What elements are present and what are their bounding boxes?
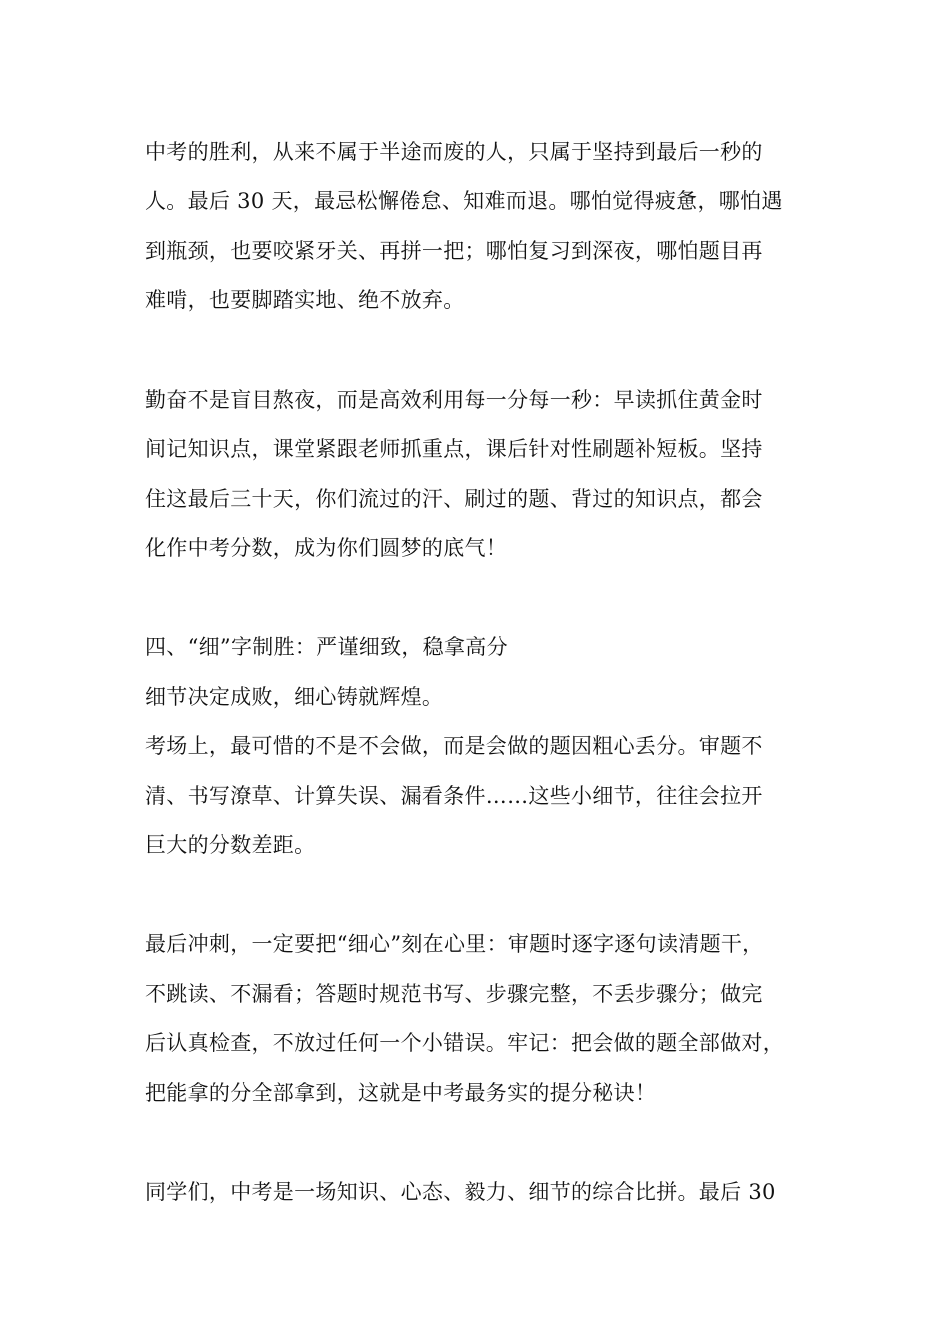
text-line: 间记知识点，课堂紧跟老师抓重点，课后针对性刷题补短板。坚持: [145, 437, 763, 461]
text-line: 最后冲刺，一定要把“细心”刻在心里：审题时逐字逐句读清题干，: [145, 932, 764, 956]
text-line: 后认真检查，不放过任何一个小错误。牢记：把会做的题全部做对，: [145, 1031, 784, 1055]
text-line: 到瓶颈，也要咬紧牙关、再拼一把；哪怕复习到深夜，哪怕题目再: [145, 239, 763, 263]
text-line: 勤奋不是盲目熬夜，而是高效利用每一分每一秒：早读抓住黄金时: [145, 388, 763, 412]
text-line: 把能拿的分全部拿到，这就是中考最务实的提分秘诀！: [145, 1081, 657, 1105]
text-line: 中考的胜利，从来不属于半途而废的人，只属于坚持到最后一秒的: [145, 140, 763, 164]
text-line: 化作中考分数，成为你们圆梦的底气！: [145, 536, 508, 560]
text-line: 考场上，最可惜的不是不会做，而是会做的题因粗心丢分。审题不: [145, 734, 763, 758]
text-line: 细节决定成败，细心铸就辉煌。: [145, 685, 444, 709]
section-heading: 四、“细”字制胜：严谨细致，稳拿高分: [145, 635, 508, 659]
text-line: 人。最后 30 天，最忌松懈倦怠、知难而退。哪怕觉得疲惫，哪怕遇: [145, 189, 783, 213]
text-line: 清、书写潦草、计算失误、漏看条件……这些小细节，往往会拉开: [145, 784, 763, 808]
text-line: 难啃，也要脚踏实地、绝不放弃。: [145, 288, 465, 312]
text-line: 住这最后三十天，你们流过的汗、刷过的题、背过的知识点，都会: [145, 487, 763, 511]
text-line: 不跳读、不漏看；答题时规范书写、步骤完整，不丢步骤分；做完: [145, 982, 763, 1006]
text-line: 巨大的分数差距。: [145, 833, 316, 857]
text-line: 同学们，中考是一场知识、心态、毅力、细节的综合比拼。最后 30: [145, 1180, 776, 1204]
